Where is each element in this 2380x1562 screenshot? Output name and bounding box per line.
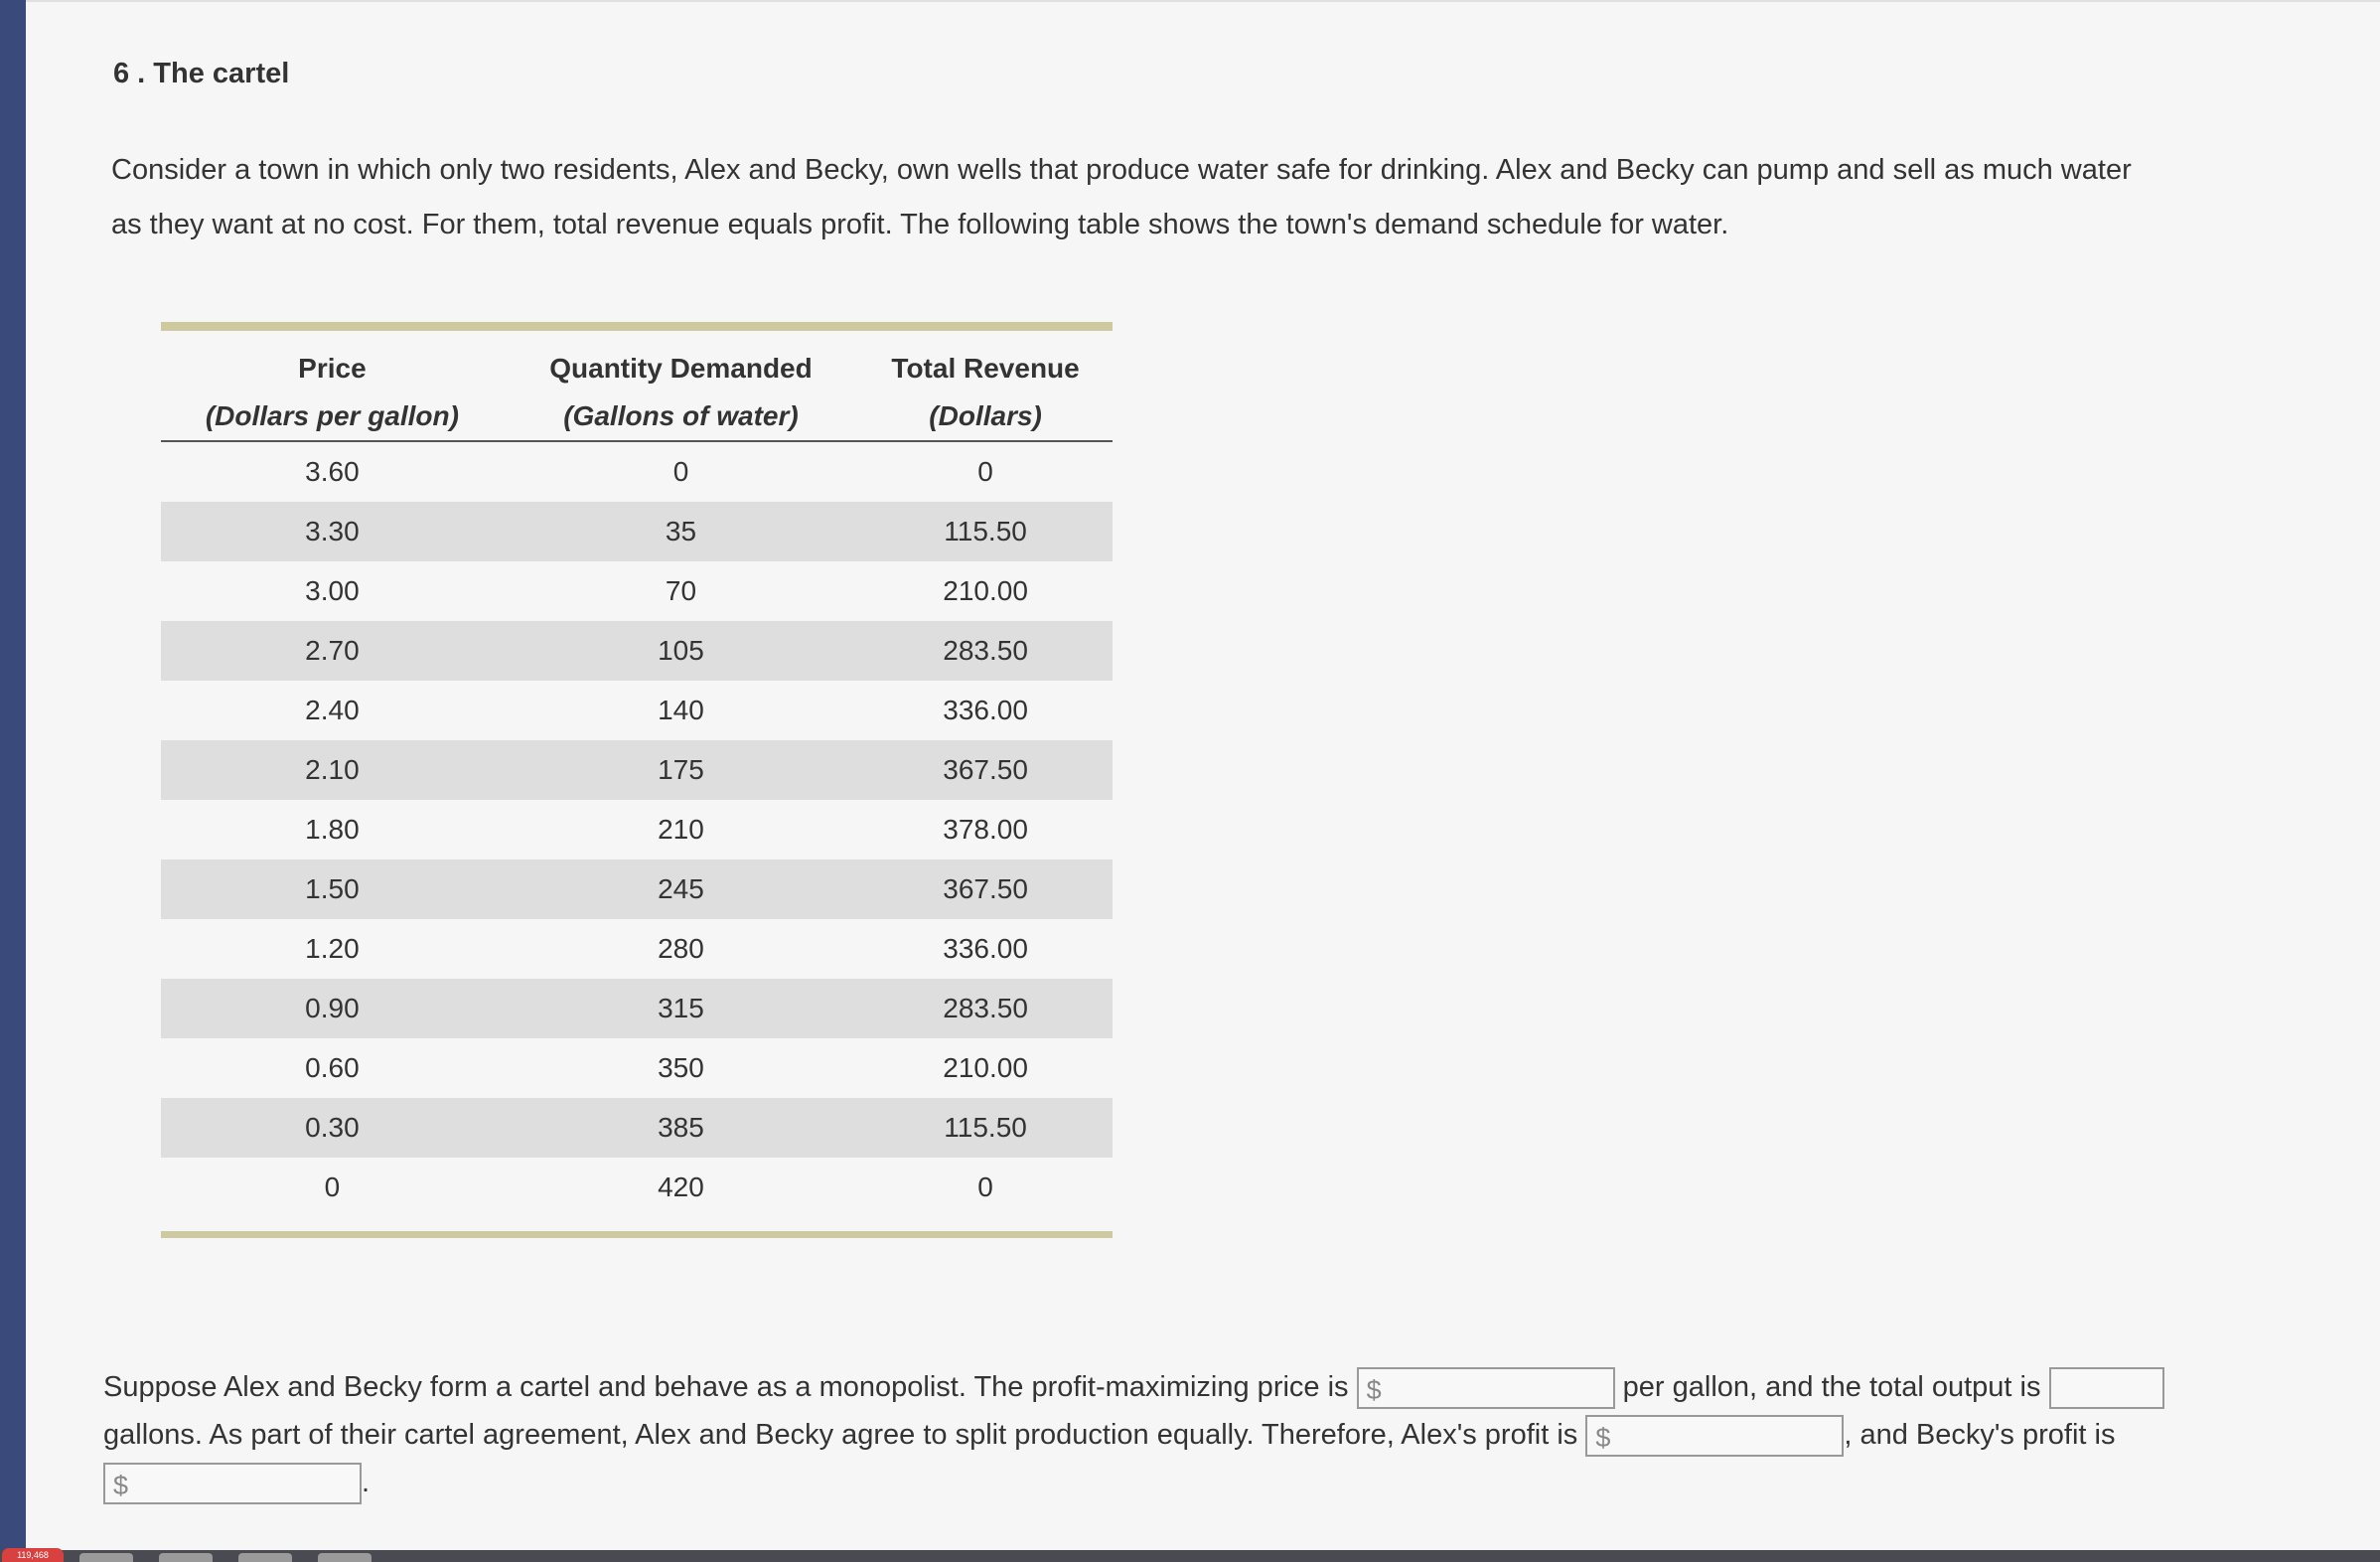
cell-price: 0.90 <box>161 979 504 1038</box>
cell-total-revenue: 378.00 <box>943 814 1028 845</box>
cell-total-revenue: 283.50 <box>858 621 1113 681</box>
table-row <box>161 1038 1113 1098</box>
dock-item[interactable] <box>79 1553 133 1562</box>
question-intro: Consider a town in which only two residents, Alex and Becky, own wells that produce water safe for drinking. Alex and Becky can pump and sell as much water as they want at no cost. For them, total revenue equals profit. The following table shows the town's demand schedule for water. <box>111 154 2132 240</box>
table-row <box>161 800 1113 859</box>
followup-text-4: , <box>1844 1419 1853 1451</box>
cell-quantity: 350 <box>658 1052 704 1083</box>
table-row <box>161 621 1113 681</box>
table-top-rule <box>161 322 1113 331</box>
cell-price: 0.30 <box>161 1098 504 1158</box>
followup-text-6: . <box>362 1467 371 1498</box>
cell-total-revenue: 336.00 <box>943 695 1028 725</box>
cell-price: 2.70 <box>161 621 504 681</box>
table-row <box>161 859 1113 919</box>
demand-schedule-table <box>161 322 1113 1238</box>
followup-text-2: per gallon, and the total output is <box>1622 1371 2041 1403</box>
cell-quantity: 105 <box>504 621 858 681</box>
dock-item[interactable] <box>318 1553 372 1562</box>
becky-profit-answer-field[interactable]: $ <box>103 1463 362 1504</box>
cell-quantity: 35 <box>504 502 858 561</box>
cell-quantity: 245 <box>504 859 858 919</box>
dock-item[interactable] <box>238 1553 292 1562</box>
cell-price: 0.60 <box>305 1052 360 1083</box>
followup-text-1: Suppose Alex and Becky form a cartel and behave as a monopolist. The profit-maximizing price is <box>103 1371 1349 1403</box>
followup-question <box>103 1363 2209 1506</box>
header-total-revenue: Total Revenue (Dollars) <box>891 353 1080 431</box>
table-header-row <box>161 331 1113 441</box>
cell-quantity: 70 <box>665 575 697 606</box>
cell-quantity: 280 <box>658 933 704 964</box>
cell-total-revenue: 115.50 <box>858 1098 1113 1158</box>
cell-price: 0 <box>324 1172 341 1202</box>
table-row <box>161 979 1113 1038</box>
cell-price: 2.10 <box>161 740 504 800</box>
price-answer-field[interactable]: $ <box>1357 1367 1615 1409</box>
output-answer-field[interactable] <box>2049 1367 2164 1409</box>
cell-total-revenue: 0 <box>977 456 993 487</box>
cell-price: 1.20 <box>305 933 360 964</box>
cell-total-revenue: 115.50 <box>858 502 1113 561</box>
cell-quantity: 0 <box>672 456 689 487</box>
table-row <box>161 681 1113 740</box>
cell-quantity: 315 <box>504 979 858 1038</box>
cell-quantity: 210 <box>658 814 704 845</box>
cell-total-revenue: 210.00 <box>943 575 1028 606</box>
table-row <box>161 919 1113 979</box>
alex-profit-answer-field[interactable]: $ <box>1585 1415 1844 1457</box>
cell-quantity: 385 <box>504 1098 858 1158</box>
table-row <box>161 561 1113 621</box>
cell-quantity: 140 <box>658 695 704 725</box>
cell-price: 3.60 <box>305 456 360 487</box>
cell-price: 2.40 <box>305 695 360 725</box>
cell-total-revenue: 336.00 <box>943 933 1028 964</box>
cell-price: 1.50 <box>161 859 504 919</box>
cell-total-revenue: 367.50 <box>858 740 1113 800</box>
question-title: 6 . The cartel <box>113 58 290 89</box>
table-bottom-rule <box>161 1231 1113 1238</box>
table-row <box>161 441 1113 502</box>
cell-total-revenue: 283.50 <box>858 979 1113 1038</box>
cell-quantity: 175 <box>504 740 858 800</box>
notification-badge[interactable]: 119,468 <box>2 1548 64 1562</box>
cell-total-revenue: 210.00 <box>943 1052 1028 1083</box>
followup-text-3: gallons. As part of their cartel agreement, Alex and Becky agree to split production equally. Therefore, Alex's profit is <box>103 1419 1578 1451</box>
dock-item[interactable] <box>159 1553 213 1562</box>
cell-quantity: 420 <box>658 1172 704 1202</box>
cell-total-revenue: 0 <box>977 1172 993 1202</box>
followup-text-5: and Becky's profit is <box>1859 1419 2116 1451</box>
table-row <box>161 502 1113 561</box>
header-quantity: Quantity Demanded (Gallons of water) <box>549 353 813 431</box>
question-page <box>26 0 2380 1552</box>
cell-price: 1.80 <box>305 814 360 845</box>
table-row <box>161 1158 1113 1217</box>
table-row <box>161 1098 1113 1158</box>
table-row <box>161 740 1113 800</box>
cell-total-revenue: 367.50 <box>858 859 1113 919</box>
cell-price: 3.00 <box>305 575 360 606</box>
cell-price: 3.30 <box>161 502 504 561</box>
header-price: Price (Dollars per gallon) <box>205 353 459 431</box>
